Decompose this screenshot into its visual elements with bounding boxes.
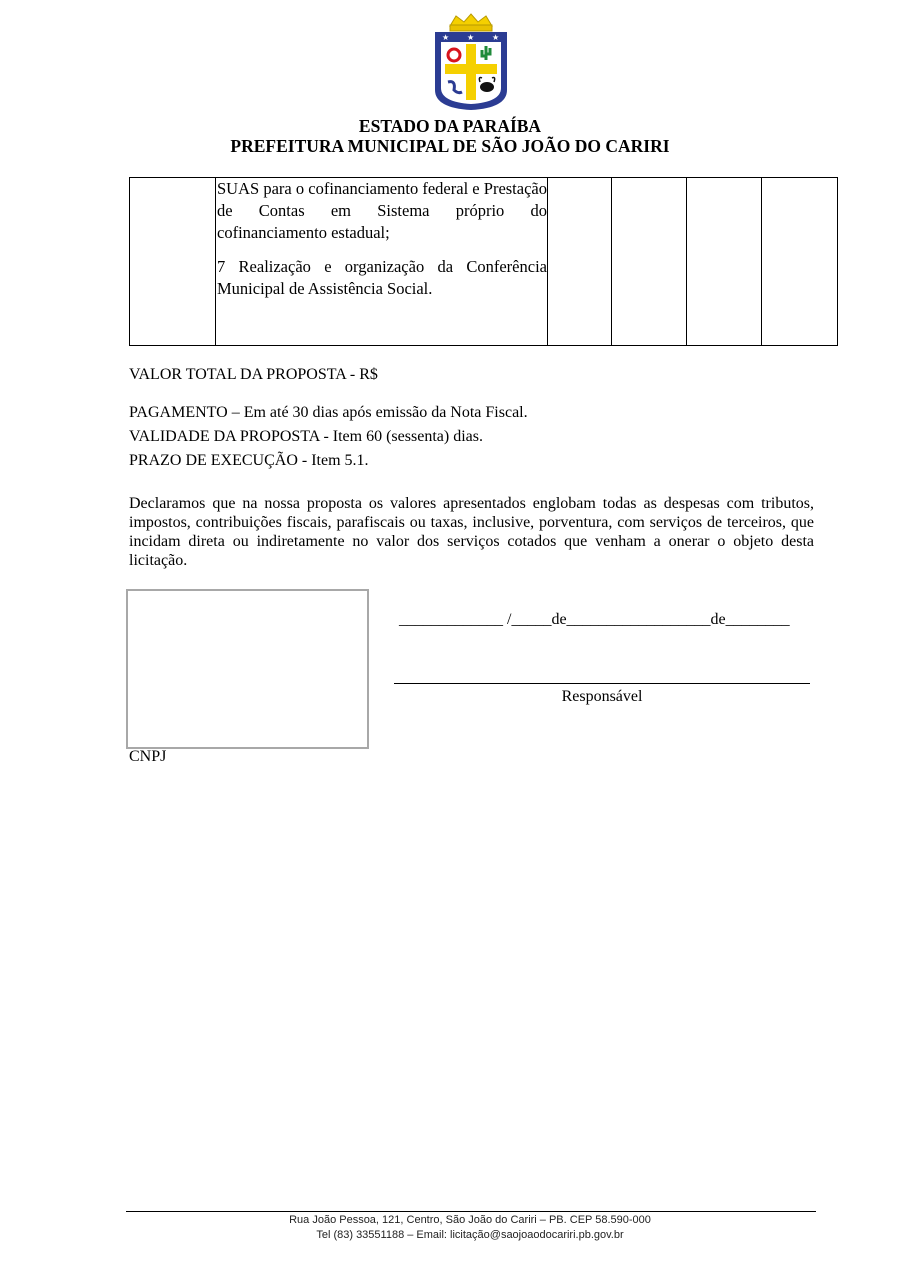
description-paragraph: 7 Realização e organização da Conferência Municipal de Assistência Social. xyxy=(217,257,547,298)
description-paragraph: SUAS para o cofinanciamento federal e Prestação de Contas em Sistema próprio do cofinanciamento estadual; xyxy=(217,179,547,242)
table-cell-description xyxy=(216,178,548,346)
signature-line xyxy=(394,683,810,684)
municipal-coat-of-arms-icon xyxy=(428,12,514,112)
footer-address: Rua João Pessoa, 121, Centro, São João do Cariri – PB. CEP 58.590-000 xyxy=(289,1214,651,1226)
declaration-text: Declaramos que na nossa proposta os valores apresentados englobam todas as despesas com tributos, impostos, contribuições fiscais, parafiscais ou taxas, inclusive, porventura, com serviços de terceiros, que incidam direta ou indiretamente no valor dos serviços cotados que venham a onerar o objeto desta licitação. xyxy=(129,495,814,569)
header-municipality: PREFEITURA MUNICIPAL DE SÃO JOÃO DO CARIRI xyxy=(230,136,670,156)
table-cell xyxy=(130,178,216,346)
table-cell xyxy=(687,178,762,346)
cnpj-label: CNPJ xyxy=(129,748,167,765)
payment-terms: PAGAMENTO – Em até 30 dias após emissão da Nota Fiscal. xyxy=(129,404,528,421)
company-stamp-box xyxy=(126,589,369,749)
footer-divider xyxy=(126,1211,816,1212)
table-row xyxy=(130,178,838,346)
table-cell xyxy=(548,178,612,346)
header-state: ESTADO DA PARAÍBA xyxy=(358,116,542,136)
svg-text:★: ★ xyxy=(442,33,450,42)
execution-deadline: PRAZO DE EXECUÇÃO - Item 5.1. xyxy=(129,452,369,469)
items-table xyxy=(129,177,838,346)
table-cell xyxy=(762,178,838,346)
proposal-validity: VALIDADE DA PROPOSTA - Item 60 (sessenta) dias. xyxy=(129,428,483,445)
svg-text:★: ★ xyxy=(492,33,500,42)
table-cell xyxy=(612,178,687,346)
responsible-label: Responsável xyxy=(561,688,643,705)
svg-text:★: ★ xyxy=(467,33,475,42)
date-line: _____________ /_____de__________________de________ xyxy=(399,611,790,628)
proposal-total: VALOR TOTAL DA PROPOSTA - R$ xyxy=(129,366,378,383)
footer-contact: Tel (83) 33551188 – Email: licitação@saojoaodocariri.pb.gov.br xyxy=(316,1229,624,1241)
